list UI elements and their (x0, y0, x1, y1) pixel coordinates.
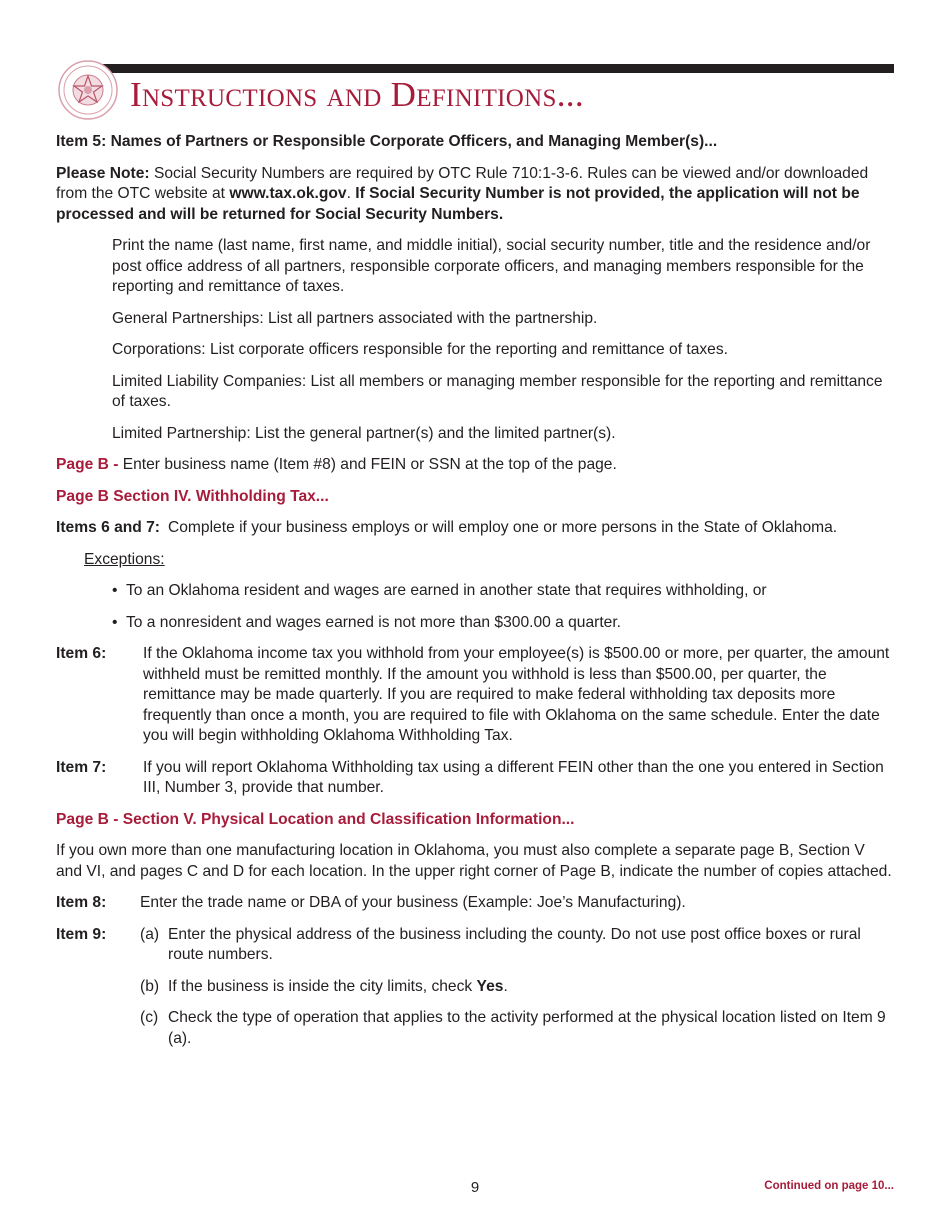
section-v-intro: If you own more than one manufacturing location in Oklahoma, you must also complete a separate page B, Section V and VI, and pages C and D for each location. In the upper right corner of Page B, indicate the number of copies attached. (56, 842, 892, 880)
subitem-text: Enter the physical address of the business including the county. Do not use post office boxes or rural route numbers. (168, 925, 861, 963)
subitem-key: (c) (140, 1009, 159, 1026)
item9-label: Item 9: (56, 925, 107, 943)
page-b-label: Page B - (56, 456, 119, 473)
item7-label: Item 7: (56, 758, 107, 776)
please-note-paragraph (56, 164, 894, 226)
limited-partnership-paragraph: Limited Partnership: List the general partner(s) and the limited partner(s). (112, 424, 616, 442)
document-body (56, 132, 894, 1060)
items-6-7-row (56, 518, 894, 539)
continued-note: Continued on page 10... (764, 1180, 894, 1192)
section-iv-heading: Page B Section IV. Withholding Tax... (56, 487, 329, 505)
bullet-icon: • (112, 613, 118, 631)
page-number: 9 (470, 1179, 480, 1196)
please-note-warning: If Social Security Number is not provided, the application will not be processed and will be returned for Social Security Numbers. (56, 185, 860, 223)
general-partnerships-paragraph: General Partnerships: List all partners associated with the partnership. (112, 309, 598, 327)
item7-text: If you will report Oklahoma Withholding tax using a different FEIN other than the one you entered in Section III, Number 3, provide that number. (143, 758, 884, 796)
exception-bullet (112, 613, 894, 634)
oklahoma-state-seal-icon (58, 60, 118, 120)
yes-emphasis: Yes (476, 977, 504, 995)
header-rule (80, 64, 894, 73)
item8-label: Item 8: (56, 894, 107, 911)
corporations-paragraph: Corporations: List corporate officers responsible for the reporting and remittance of taxes. (112, 341, 728, 358)
items-6-7-text: Complete if your business employs or will employ one or more persons in the State of Oklahoma. (168, 519, 838, 536)
item6-text: If the Oklahoma income tax you withhold from your employee(s) is $500.00 or more, per quarter, the amount withheld must be remitted monthly. If the amount you withhold is less than $500.00, per quarter, the remittance may be made quarterly. If you are required to make federal withholding tax deposits more frequently than once a month, you are required to file with Oklahoma on the same schedule. Enter the date you will begin withholding Oklahoma Withholding Tax. (143, 645, 890, 744)
exception-text: To a nonresident and wages earned is not more than $300.00 a quarter. (126, 613, 622, 631)
item5-paragraph: Print the name (last name, first name, and middle initial), social security number, title and the residence and/or post office address of all partners, responsible corporate officers, and managing members responsible for the reporting and remittance of taxes. (112, 237, 871, 295)
item9-subitem (140, 977, 894, 998)
item5-heading: Item 5: Names of Partners or Responsible Corporate Officers, and Managing Member(s)... (56, 133, 718, 150)
items-6-7-label: Items 6 and 7: (56, 519, 160, 536)
otc-website-link[interactable]: www.tax.ok.gov (229, 185, 347, 202)
page-b-instruction (56, 455, 894, 476)
item9-subitem (140, 925, 894, 966)
page-b-text: Enter business name (Item #8) and FEIN or SSN at the top of the page. (118, 456, 617, 473)
llc-paragraph: Limited Liability Companies: List all members or managing member responsible for the reporting and remittance of taxes. (112, 372, 883, 410)
item8-row (56, 893, 894, 914)
item7-row (56, 758, 894, 799)
item8-text: Enter the trade name or DBA of your business (Example: Joe’s Manufacturing). (140, 894, 686, 911)
subitem-key: (b) (140, 977, 160, 995)
item6-row (56, 644, 894, 747)
section-v-heading: Page B - Section V. Physical Location and Classification Information... (56, 810, 575, 828)
please-note-label: Please Note: (56, 164, 150, 182)
please-note-text: Social Security Numbers are required by OTC Rule 710:1-3-6. Rules can be viewed and/or downloaded from the OTC website at (56, 164, 869, 202)
exception-text: To an Oklahoma resident and wages are earned in another state that requires withholding, or (126, 582, 767, 599)
item9-subitems (140, 925, 894, 1061)
bullet-icon: • (112, 582, 118, 599)
please-note-period: . (346, 185, 356, 202)
subitem-key: (a) (140, 925, 160, 943)
subitem-text: Check the type of operation that applies to the activity performed at the physical location listed on Item 9 (a). (168, 1009, 886, 1047)
exception-bullet (112, 581, 894, 602)
subitem-text: If the business is inside the city limits, check Yes. (168, 977, 508, 995)
item9-row (56, 925, 894, 1061)
page-title: Instructions and Definitions... (130, 75, 584, 114)
exceptions-label: Exceptions: (84, 550, 165, 568)
item9-subitem (140, 1008, 894, 1049)
item6-label: Item 6: (56, 645, 107, 662)
